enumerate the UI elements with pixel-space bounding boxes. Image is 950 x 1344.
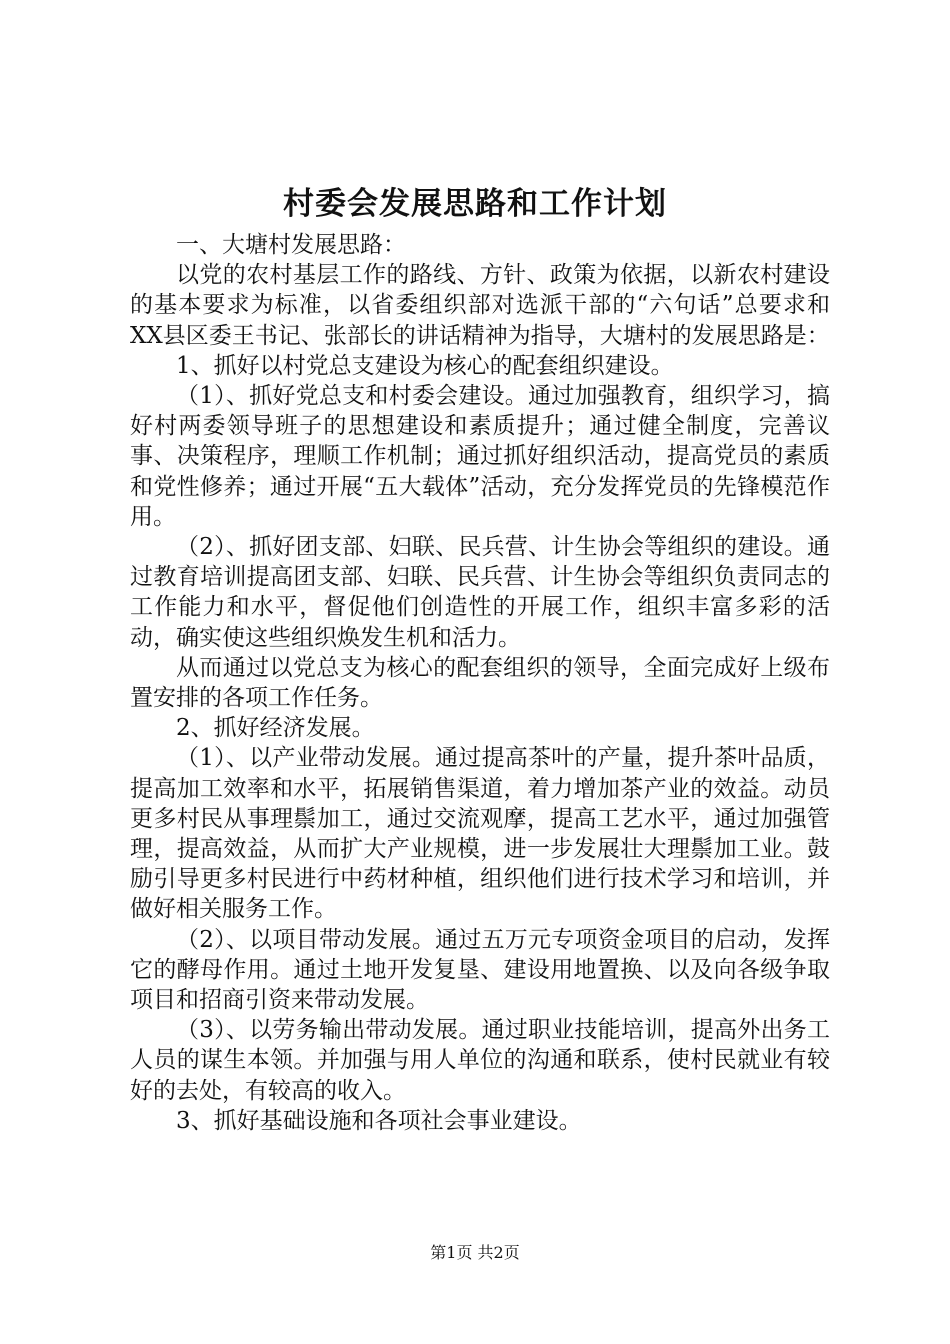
section-heading: 一、大塘村发展思路： <box>176 232 406 258</box>
paragraph: （2）、以项目带动发展。通过五万元专项资金项目的启动，发挥它的酵母作用。通过土地开发复垦、建设用地置换、以及向各级争取项目和招商引资来带动发展。 <box>130 926 830 1014</box>
document-title: 村委会发展思路和工作计划 <box>283 186 667 222</box>
subsection-heading: 3、抓好基础设施和各项社会事业建设。 <box>176 1107 582 1134</box>
paragraph: （2）、抓好团支部、妇联、民兵营、计生协会等组织的建设。通过教育培训提高团支部、妇联、民兵营、计生协会等组织负责同志的工作能力和水平，督促他们创造性的开展工作，组织丰富多彩的活动，确实使这些组织焕发生机和活力。 <box>130 534 830 651</box>
paragraph: （1）、以产业带动发展。通过提高茶叶的产量，提升茶叶品质，提高加工效率和水平，拓展销售渠道，着力增加茶产业的效益。动员更多村民从事理鬃加工，通过交流观摩，提高工艺水平，通过加强管理，提高效益，从而扩大产业规模，进一步发展壮大理鬃加工业。鼓励引导更多村民进行中药材种植，组织他们进行技术学习和培训，并做好相关服务工作。 <box>130 745 830 923</box>
paragraph: （1）、抓好党总支和村委会建设。通过加强教育，组织学习，搞好村两委领导班子的思想建设和素质提升；通过健全制度，完善议事、决策程序，理顺工作机制；通过抓好组织活动，提高党员的素质和党性修养；通过开展“五大载体”活动，充分发挥党员的先锋模范作用。 <box>130 383 830 530</box>
subsection-heading: 2、抓好经济发展。 <box>176 715 375 742</box>
document-body <box>130 230 830 1136</box>
paragraph: （3）、以劳务输出带动发展。通过职业技能培训，提高外出务工人员的谋生本领。并加强与用人单位的沟通和联系，使村民就业有较好的去处，有较高的收入。 <box>130 1017 830 1104</box>
page-number: 第1页 共2页 <box>430 1243 520 1262</box>
subsection-heading: 1、抓好以村党总支建设为核心的配套组织建设。 <box>176 352 674 379</box>
paragraph: 从而通过以党总支为核心的配套组织的领导，全面完成好上级布置安排的各项工作任务。 <box>130 654 830 712</box>
paragraph: 以党的农村基层工作的路线、方针、政策为依据，以新农村建设的基本要求为标准，以省委组织部对选派干部的“六句话”总要求和XX县区委王书记、张部长的讲话精神为指导，大塘村的发展思路是： <box>130 262 830 349</box>
